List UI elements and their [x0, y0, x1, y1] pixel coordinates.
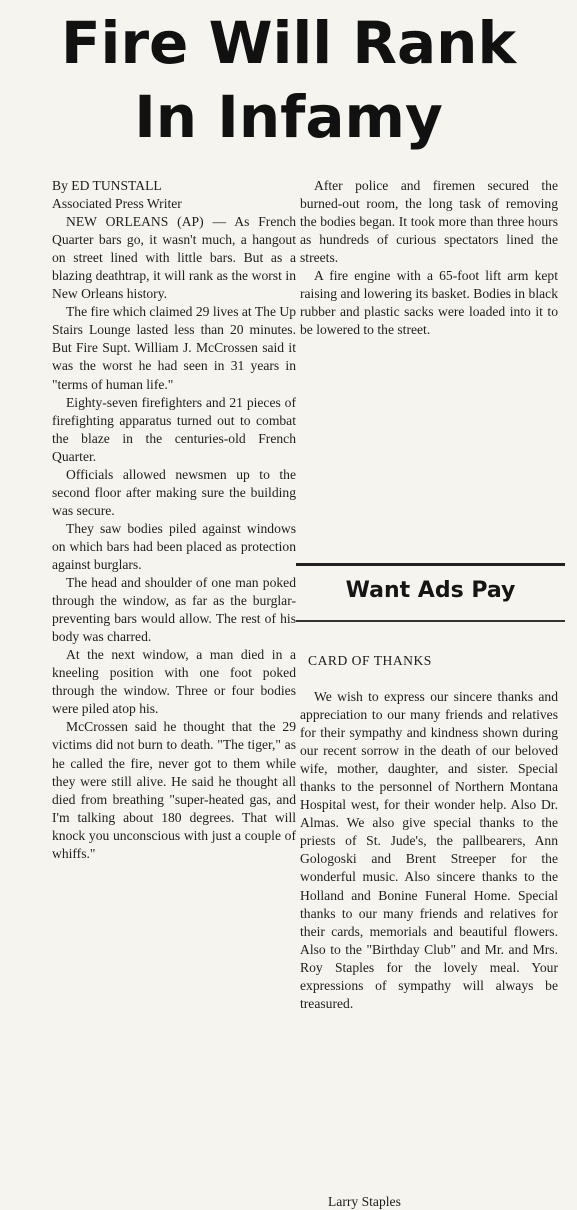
card-of-thanks-text: We wish to express our sincere thanks and appreciation to our many friends and relatives for their sympathy and kindness shown during our recent sorrow in the death of our beloved wife, mother, daughter, and sister. Special thanks to the personnel of Northern Montana Hospital west, for their wonder help. Also Dr. Almas. We also give special thanks to the priests of St. Jude's, the pallbearers, Ann Gologoski and Brent Streeper for the wonderful music. Also sincere thanks to the Holland and Bonine Funeral Home. Special thanks to our many friends and relatives for their cards, memorials and beautiful flowers. Also to the "Birthday Club" and Mr. and Mrs. Roy Staples for the lovely meal. Your expressions of sympathy will always be treasured. [300, 689, 558, 1011]
section-divider [296, 620, 565, 622]
headline-line-1: Fire Will Rank [60, 9, 517, 77]
section-divider [296, 563, 565, 566]
byline-title: Associated Press Writer [52, 196, 182, 212]
article-paragraph: The fire which claimed 29 lives at The Up Stairs Lounge lasted less than 20 minutes. But Fire Supt. William J. McCrossen said it was the worst he had seen in 31 years in "terms of human life." [52, 304, 297, 392]
article-column-2 [300, 177, 558, 339]
want-ads-title: Want Ads Pay [345, 578, 516, 603]
article-paragraph: The head and shoulder of one man poked through the window, as far as the burglar-preventing bars would allow. The rest of his body was charred. [52, 575, 296, 645]
article-paragraph: NEW ORLEANS (AP) — As French Quarter bars go, it wasn't much, a hangout on street lined with little bars. But as a blazing deathtrap, it will rank as the worst in New Orleans history. [52, 214, 296, 302]
article-column-1 [52, 177, 296, 863]
article-paragraph: McCrossen said he thought that the 29 victims did not burn to death. "The tiger," as he called the fire, never got to them while they were still alive. He said he thought all died from breathing "super-heated gas, and I'm talking about 180 degrees. That will knock you unconscious with just a couple of whiffs." [52, 719, 296, 861]
article-paragraph: Officials allowed newsmen up to the second floor after making sure the building was secure. [52, 466, 296, 518]
card-of-thanks-column [300, 688, 558, 1013]
card-of-thanks-heading: CARD OF THANKS [308, 653, 432, 668]
article-paragraph: A fire engine with a 65-foot lift arm kept raising and lowering its basket. Bodies in black rubber and plastic sacks were loaded into it to be lowered to the street. [300, 268, 558, 338]
headline-line-2: In Infamy [134, 83, 443, 151]
card-signature: Larry Staples [328, 1194, 401, 1209]
article-paragraph: Eighty-seven firefighters and 21 pieces of firefighting apparatus turned out to combat the blaze in the centuries-old French Quarter. [52, 394, 296, 464]
headline [0, 6, 577, 154]
article-paragraph: At the next window, a man died in a kneeling position with one foot poked through the window. Three or four bodies were piled atop his. [52, 647, 296, 717]
byline: By ED TUNSTALL [52, 178, 162, 193]
article-paragraph: After police and firemen secured the burned-out room, the long task of removing the bodies began. It took more than three hours as hundreds of curious spectators lined the streets. [300, 178, 558, 266]
article-paragraph: They saw bodies piled against windows on which bars had been placed as protection against burglars. [52, 520, 296, 572]
